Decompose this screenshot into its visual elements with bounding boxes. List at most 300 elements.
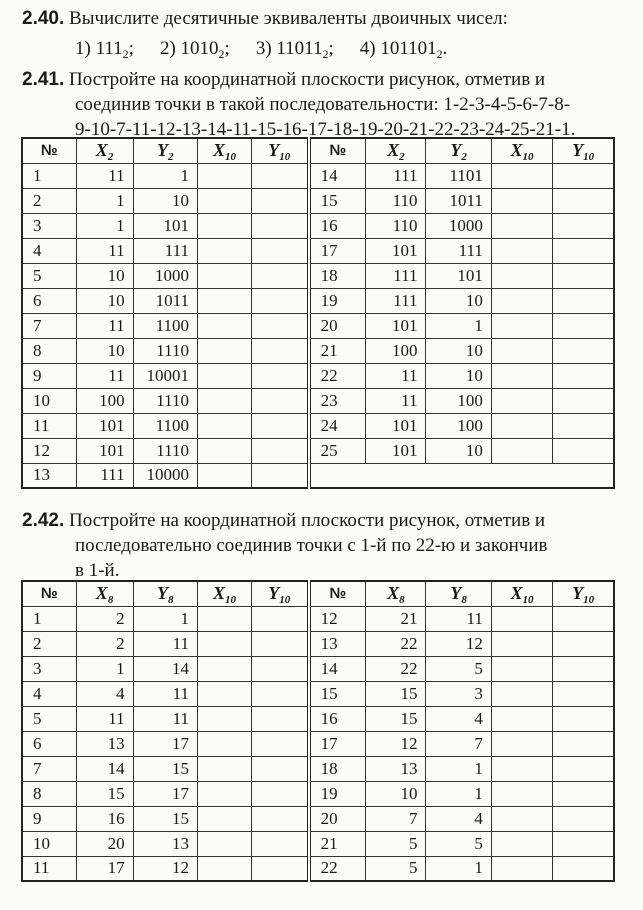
point-y: 10 [133,188,197,213]
point-x: 100 [366,338,426,363]
point-x: 16 [76,806,133,831]
table-row [22,781,614,806]
header-y-decimal [252,138,309,163]
point-number: 1 [22,606,76,631]
point-x: 11 [76,163,133,188]
point-y: 17 [133,731,197,756]
exercise-number: 2.40. [22,8,65,29]
item-value: 101101 [380,38,437,59]
point-y-decimal [252,263,309,288]
point-x: 11 [76,313,133,338]
point-x-decimal [198,781,252,806]
header-letter: X [387,140,400,161]
binary-number-item [75,38,134,59]
point-y-decimal [553,363,614,388]
header-y-source [426,581,491,606]
point-y: 1 [133,606,197,631]
point-y: 10 [426,363,491,388]
point-x-decimal [491,263,552,288]
point-y-decimal [553,263,614,288]
point-y: 7 [426,731,491,756]
header-base: 10 [583,151,595,163]
point-y-decimal [553,313,614,338]
point-number: 1 [22,163,76,188]
point-y-decimal [553,731,614,756]
point-number: 16 [309,706,366,731]
point-y: 13 [133,831,197,856]
exercise-text-line-3: в 1-й. [75,560,120,581]
point-number: 19 [309,781,366,806]
point-y-decimal [553,781,614,806]
point-x-decimal [198,631,252,656]
point-x: 2 [76,631,133,656]
point-x-decimal [491,856,552,881]
point-x-decimal [491,681,552,706]
point-number: 20 [309,806,366,831]
point-x: 15 [76,781,133,806]
point-y: 1000 [426,213,491,238]
header-x-decimal [198,138,252,163]
point-y-decimal [252,213,309,238]
point-x: 101 [366,438,426,463]
table-row [22,263,614,288]
header-base: 10 [225,594,236,606]
table-row [22,438,614,463]
point-number: 7 [22,313,76,338]
table-row [22,656,614,681]
point-y-decimal [553,188,614,213]
point-number: 16 [309,213,366,238]
header-base: 10 [279,151,291,163]
point-x: 100 [76,388,133,413]
header-letter: X [212,140,225,161]
table-row [22,631,614,656]
point-y-decimal [553,681,614,706]
point-x-decimal [491,163,552,188]
table-row [22,731,614,756]
point-number: 7 [22,756,76,781]
point-y: 12 [133,856,197,881]
table-row [22,388,614,413]
header-y-decimal [252,581,309,606]
point-y-decimal [252,388,309,413]
point-y: 1110 [133,438,197,463]
point-x-decimal [491,413,552,438]
header-row [22,581,614,606]
point-x: 101 [76,438,133,463]
point-x: 110 [366,188,426,213]
point-x: 111 [76,463,133,488]
table-row [22,856,614,881]
header-letter: X [95,140,108,161]
header-x-source [76,138,133,163]
point-y: 11 [133,706,197,731]
exercise-2-42 [22,508,547,583]
header-letter: X [212,583,225,604]
point-y-decimal [252,806,309,831]
point-number: 14 [309,163,366,188]
point-y-decimal [553,413,614,438]
header-row [22,138,614,163]
header-base: 8 [168,594,174,606]
point-x: 1 [76,188,133,213]
point-y-decimal [553,238,614,263]
header-number: № [309,138,366,163]
point-number: 8 [22,338,76,363]
point-y: 1011 [426,188,491,213]
point-y: 15 [133,756,197,781]
point-y: 10000 [133,463,197,488]
point-y: 1110 [133,388,197,413]
point-y: 100 [426,388,491,413]
point-y-decimal [252,313,309,338]
point-y-decimal [553,438,614,463]
point-x-decimal [198,213,252,238]
coordinates-table-2-42 [21,580,615,882]
table-row [22,213,614,238]
item-label: 2) [159,38,181,59]
point-number: 6 [22,288,76,313]
point-y-decimal [252,856,309,881]
header-base: 8 [107,594,114,606]
point-x-decimal [491,656,552,681]
point-y: 4 [426,706,491,731]
point-y-decimal [553,388,614,413]
point-x: 14 [76,756,133,781]
table-row [22,338,614,363]
point-y: 1 [426,856,491,881]
item-value: 1010 [180,38,219,59]
point-x-decimal [198,806,252,831]
point-y-decimal [553,856,614,881]
empty-cell [309,463,614,488]
point-x-decimal [491,363,552,388]
point-x: 111 [366,288,426,313]
header-letter: Y [572,140,584,161]
table-row [22,463,614,488]
point-y-decimal [553,338,614,363]
point-x-decimal [491,388,552,413]
point-number: 10 [22,831,76,856]
point-y: 5 [426,831,491,856]
point-number: 18 [309,756,366,781]
point-x-decimal [198,463,252,488]
point-x: 4 [76,681,133,706]
table-row [22,806,614,831]
point-number: 12 [22,438,76,463]
point-y-decimal [252,681,309,706]
point-y: 1100 [133,413,197,438]
exercise-number: 2.42. [22,510,65,531]
point-y-decimal [252,438,309,463]
point-number: 15 [309,188,366,213]
exercise-text: Вычислите десятичные эквиваленты двоичных чисел: [69,8,508,29]
point-x: 101 [76,413,133,438]
point-x: 17 [76,856,133,881]
point-y: 14 [133,656,197,681]
point-x: 11 [76,238,133,263]
point-x-decimal [491,806,552,831]
exercise-number: 2.41. [22,69,65,90]
header-base: 8 [399,594,405,606]
point-y: 17 [133,781,197,806]
header-letter: Y [450,583,462,604]
point-x-decimal [491,756,552,781]
point-x: 15 [366,706,426,731]
point-y: 10 [426,288,491,313]
point-x-decimal [491,606,552,631]
point-y: 10001 [133,363,197,388]
point-y: 11 [426,606,491,631]
point-y-decimal [252,756,309,781]
point-x: 22 [366,631,426,656]
point-x-decimal [491,781,552,806]
point-x: 101 [366,238,426,263]
point-number: 19 [309,288,366,313]
point-x-decimal [198,756,252,781]
point-number: 4 [22,238,76,263]
point-x: 11 [76,363,133,388]
header-number: № [22,581,76,606]
header-letter: X [510,583,523,604]
header-base: 10 [522,151,534,163]
point-y-decimal [553,831,614,856]
point-x: 12 [366,731,426,756]
point-number: 14 [309,656,366,681]
point-number: 20 [309,313,366,338]
point-y-decimal [252,706,309,731]
table-row [22,681,614,706]
point-y: 101 [133,213,197,238]
point-number: 11 [22,856,76,881]
point-number: 6 [22,731,76,756]
header-y-decimal [553,138,614,163]
point-x: 10 [366,781,426,806]
point-y-decimal [252,238,309,263]
header-y-source [133,138,197,163]
header-letter: X [387,583,400,604]
point-y: 5 [426,656,491,681]
header-base: 10 [522,594,534,606]
point-x: 15 [366,681,426,706]
header-base: 2 [461,151,467,163]
point-y: 101 [426,263,491,288]
header-x-decimal [198,581,252,606]
header-letter: Y [268,583,280,604]
table-row [22,606,614,631]
exercise-text-line-2: последовательно соединив точки с 1-й по 22-ю и закончив [75,535,548,556]
point-x-decimal [198,363,252,388]
header-x-decimal [491,581,552,606]
header-letter: X [95,583,108,604]
header-base: 2 [168,151,174,163]
point-x-decimal [491,706,552,731]
item-punct: ; [128,38,134,59]
point-x-decimal [491,731,552,756]
point-y: 1 [426,781,491,806]
point-x: 1 [76,656,133,681]
exercise-text-line-1: Постройте на координатной плоскости рисунок, отметив и [69,69,546,90]
exercise-2-40-items [75,38,473,60]
point-x: 10 [76,288,133,313]
point-y-decimal [553,806,614,831]
point-number: 18 [309,263,366,288]
item-base: 2 [122,47,129,61]
point-y-decimal [252,831,309,856]
item-base: 2 [218,47,225,61]
point-y: 11 [133,681,197,706]
header-letter: Y [157,583,169,604]
item-label: 1) [75,38,96,59]
point-x-decimal [198,831,252,856]
item-label: 3) [255,38,277,59]
point-number: 13 [22,463,76,488]
table-row [22,238,614,263]
point-y-decimal [553,163,614,188]
header-y-source [133,581,197,606]
header-x-decimal [491,138,552,163]
point-x: 5 [366,831,426,856]
point-x: 101 [366,413,426,438]
point-y-decimal [553,631,614,656]
point-number: 3 [22,213,76,238]
table-row [22,163,614,188]
item-base: 2 [322,47,329,61]
point-y-decimal [252,731,309,756]
point-y-decimal [553,213,614,238]
point-y-decimal [553,656,614,681]
point-x-decimal [491,631,552,656]
point-x: 13 [76,731,133,756]
table-row [22,363,614,388]
point-number: 24 [309,413,366,438]
point-number: 2 [22,188,76,213]
point-x-decimal [198,263,252,288]
point-y: 111 [133,238,197,263]
point-x: 2 [76,606,133,631]
table-row [22,706,614,731]
point-y: 3 [426,681,491,706]
header-base: 2 [399,151,405,163]
point-x: 111 [366,263,426,288]
point-number: 5 [22,706,76,731]
binary-number-item [360,38,448,59]
header-y-decimal [553,581,614,606]
point-x: 11 [76,706,133,731]
point-number: 17 [309,731,366,756]
exercise-text-line-3: 9-10-7-11-12-13-14-11-15-16-17-18-19-20-21-22-23-24-25-21-1. [75,119,576,140]
point-x-decimal [491,338,552,363]
point-y-decimal [553,756,614,781]
point-x: 101 [366,313,426,338]
point-number: 8 [22,781,76,806]
coordinates-table-2-41 [21,137,615,489]
point-number: 23 [309,388,366,413]
point-y-decimal [553,288,614,313]
point-number: 9 [22,806,76,831]
point-x: 20 [76,831,133,856]
item-punct: ; [224,38,230,59]
point-x-decimal [491,831,552,856]
point-y-decimal [252,781,309,806]
header-base: 10 [279,594,291,606]
point-y: 1000 [133,263,197,288]
point-x-decimal [198,388,252,413]
point-x: 7 [366,806,426,831]
header-number: № [309,581,366,606]
point-x-decimal [491,238,552,263]
point-y: 1101 [426,163,491,188]
point-y: 1 [133,163,197,188]
point-x-decimal [198,681,252,706]
table-row [22,756,614,781]
point-number: 22 [309,363,366,388]
point-number: 15 [309,681,366,706]
point-y: 111 [426,238,491,263]
point-y: 1100 [133,313,197,338]
point-x: 11 [366,363,426,388]
point-y: 1110 [133,338,197,363]
point-number: 3 [22,656,76,681]
point-x: 10 [76,263,133,288]
header-y-source [426,138,491,163]
exercise-text-line-1: Постройте на координатной плоскости рисунок, отметив и [69,510,546,531]
point-y: 12 [426,631,491,656]
point-x-decimal [198,163,252,188]
point-x-decimal [491,288,552,313]
point-x-decimal [198,656,252,681]
point-x-decimal [198,313,252,338]
header-number: № [22,138,76,163]
point-y-decimal [252,606,309,631]
point-x-decimal [198,731,252,756]
table-row [22,288,614,313]
point-x: 1 [76,213,133,238]
point-x-decimal [198,706,252,731]
point-y-decimal [553,606,614,631]
exercise-2-40 [22,6,508,31]
point-number: 12 [309,606,366,631]
point-y-decimal [252,338,309,363]
point-y: 10 [426,438,491,463]
header-base: 10 [583,594,595,606]
point-x-decimal [198,606,252,631]
item-value: 11011 [276,38,323,59]
item-label: 4) [359,38,381,59]
header-letter: Y [572,583,584,604]
point-y: 1 [426,756,491,781]
item-punct: . [442,38,448,59]
header-base: 8 [461,594,467,606]
header-letter: X [510,140,523,161]
point-x-decimal [198,238,252,263]
point-number: 17 [309,238,366,263]
point-y-decimal [252,413,309,438]
point-x: 110 [366,213,426,238]
point-number: 4 [22,681,76,706]
binary-number-item [256,38,334,59]
table-row [22,831,614,856]
header-x-source [366,581,426,606]
point-number: 5 [22,263,76,288]
point-x-decimal [198,338,252,363]
point-number: 9 [22,363,76,388]
point-x-decimal [491,188,552,213]
header-x-source [76,581,133,606]
point-y-decimal [252,463,309,488]
point-y-decimal [252,188,309,213]
point-y: 1 [426,313,491,338]
